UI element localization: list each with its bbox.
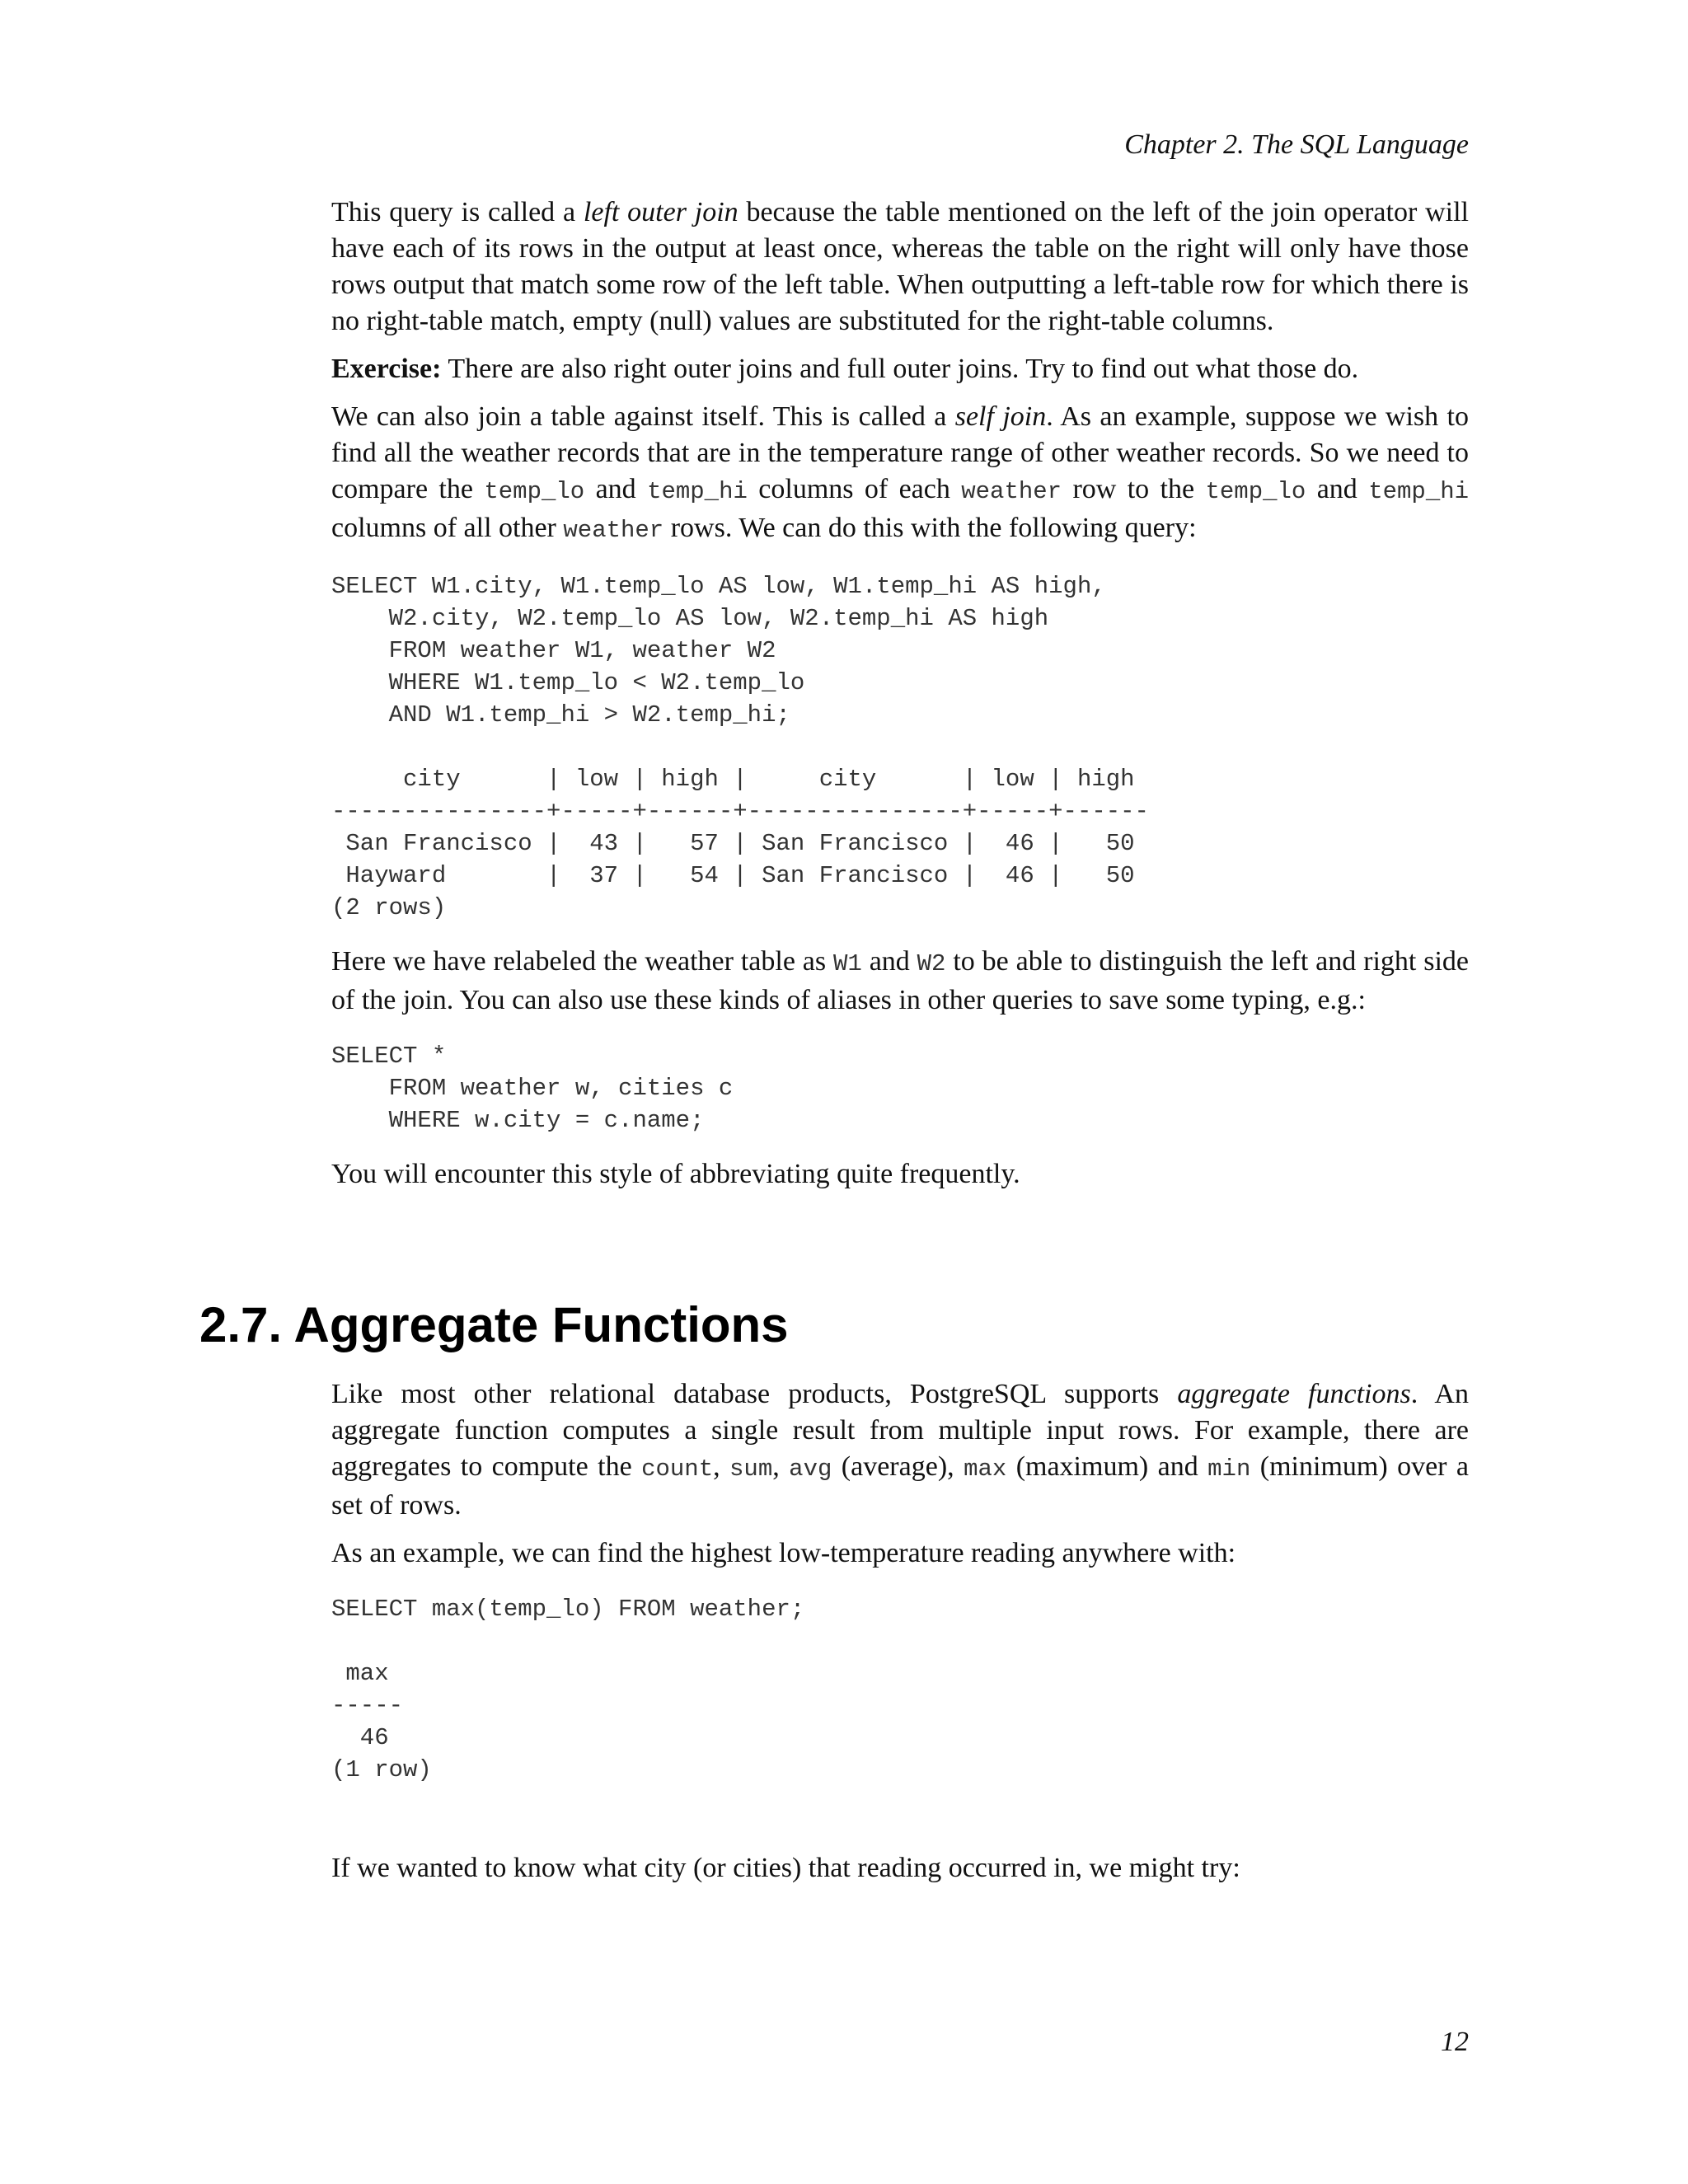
result-count: (2 rows) (331, 894, 447, 921)
paragraph-aggregate-functions (331, 1376, 1469, 1524)
code-line: WHERE W1.temp_lo < W2.temp_lo (331, 669, 805, 696)
text: and (584, 474, 648, 504)
result-header: city | low | high | city | low | high (331, 766, 1135, 793)
paragraph-abbreviating: You will encounter this style of abbreviating quite frequently. (331, 1159, 1020, 1189)
code-line: SELECT * (331, 1043, 447, 1070)
text: (minimum) over a set of rows. (331, 1451, 1470, 1521)
code-block-max (331, 1593, 1469, 1786)
inline-code: temp_hi (1368, 478, 1470, 505)
paragraph-aliases (331, 944, 1469, 1019)
text: . An aggregate function computes a single result from multiple input rows. For example, there are aggregates to compute the (331, 1379, 1469, 1482)
inline-code: avg (789, 1455, 832, 1483)
inline-code: min (1207, 1455, 1251, 1483)
text: , (772, 1451, 790, 1482)
term-left-outer-join: left outer join (583, 197, 738, 227)
inline-code: temp_lo (1205, 478, 1306, 505)
inline-code: count (641, 1455, 714, 1483)
paragraph-left-outer-join (331, 194, 1469, 340)
text: Here we have relabeled the weather table as (331, 946, 833, 977)
code-line: SELECT max(temp_lo) FROM weather; (331, 1596, 805, 1623)
section-body-joins (331, 194, 1469, 1204)
section-heading: 2.7. Aggregate Functions (199, 1297, 789, 1352)
code-line: W2.city, W2.temp_lo AS low, W2.temp_hi AS high (331, 605, 1049, 632)
inline-code: max (964, 1455, 1007, 1483)
result-rule: ----- (331, 1692, 404, 1719)
page-number: 12 (1441, 2027, 1469, 2057)
text: Like most other relational database products, PostgreSQL supports (331, 1379, 1178, 1409)
code-line: AND W1.temp_hi > W2.temp_hi; (331, 701, 790, 729)
text: columns of all other (331, 513, 564, 543)
code-block-aliases (331, 1040, 1469, 1137)
text: There are also right outer joins and full outer joins. Try to find out what those do. (441, 354, 1359, 384)
result-row: San Francisco | 43 | 57 | San Francisco | 46 | 50 (331, 830, 1135, 857)
text: (average), (832, 1451, 964, 1482)
code-line: WHERE w.city = c.name; (331, 1107, 705, 1134)
paragraph-self-join (331, 399, 1469, 549)
result-count: (1 row) (331, 1756, 432, 1783)
code-line: FROM weather w, cities c (331, 1075, 734, 1102)
paragraph-exercise (331, 351, 1469, 387)
paragraph-which-city: If we wanted to know what city (or cities) that reading occurred in, we might try: (331, 1853, 1240, 1883)
inline-code: temp_hi (647, 478, 748, 505)
result-rule: ---------------+-----+------+---------------+-----+------ (331, 798, 1149, 825)
text: and (1306, 474, 1369, 504)
running-head: Chapter 2. The SQL Language (1124, 129, 1469, 160)
exercise-label: Exercise: (331, 354, 442, 384)
result-header: max (331, 1660, 389, 1687)
section-body-aggregates (331, 1376, 1469, 1898)
inline-code: temp_lo (484, 478, 585, 505)
text: columns of each (747, 474, 962, 504)
inline-code: W1 (833, 950, 862, 977)
inline-code: sum (729, 1455, 773, 1483)
paragraph-example-max: As an example, we can find the highest low-temperature reading anywhere with: (331, 1538, 1236, 1568)
code-line: SELECT W1.city, W1.temp_lo AS low, W1.temp_hi AS high, (331, 573, 1106, 600)
inline-code: weather (563, 517, 664, 544)
result-value: 46 (331, 1724, 389, 1751)
text: row to the (1062, 474, 1206, 504)
term-aggregate-functions: aggregate functions (1177, 1379, 1411, 1409)
text: . As an example, suppose we wish to find all the weather records that are in the temperature range of other weather records. So we need to compare the (331, 401, 1469, 504)
text: to be able to distinguish the left and right side of the join. You can also use these kinds of aliases in other queries to save some typing, e.g.: (331, 946, 1469, 1015)
text: rows. We can do this with the following query: (663, 513, 1197, 543)
text: and (861, 946, 917, 977)
code-block-self-join (331, 570, 1469, 924)
text: , (713, 1451, 730, 1482)
text: because the table mentioned on the left of the join operator will have each of its rows in the output at least once, whereas the table on the right will only have those rows output that match some row of the left table. When outputting a left-table row for which there is no right-table match, empty (null) values are substituted for the right-table columns. (331, 197, 1469, 336)
text: (maximum) and (1006, 1451, 1208, 1482)
code-line: FROM weather W1, weather W2 (331, 637, 776, 664)
text: This query is called a (331, 197, 584, 227)
inline-code: weather (961, 478, 1062, 505)
term-self-join: self join (954, 401, 1047, 432)
result-row: Hayward | 37 | 54 | San Francisco | 46 | 50 (331, 862, 1135, 889)
text: We can also join a table against itself. This is called a (331, 401, 955, 432)
inline-code: W2 (917, 950, 946, 977)
